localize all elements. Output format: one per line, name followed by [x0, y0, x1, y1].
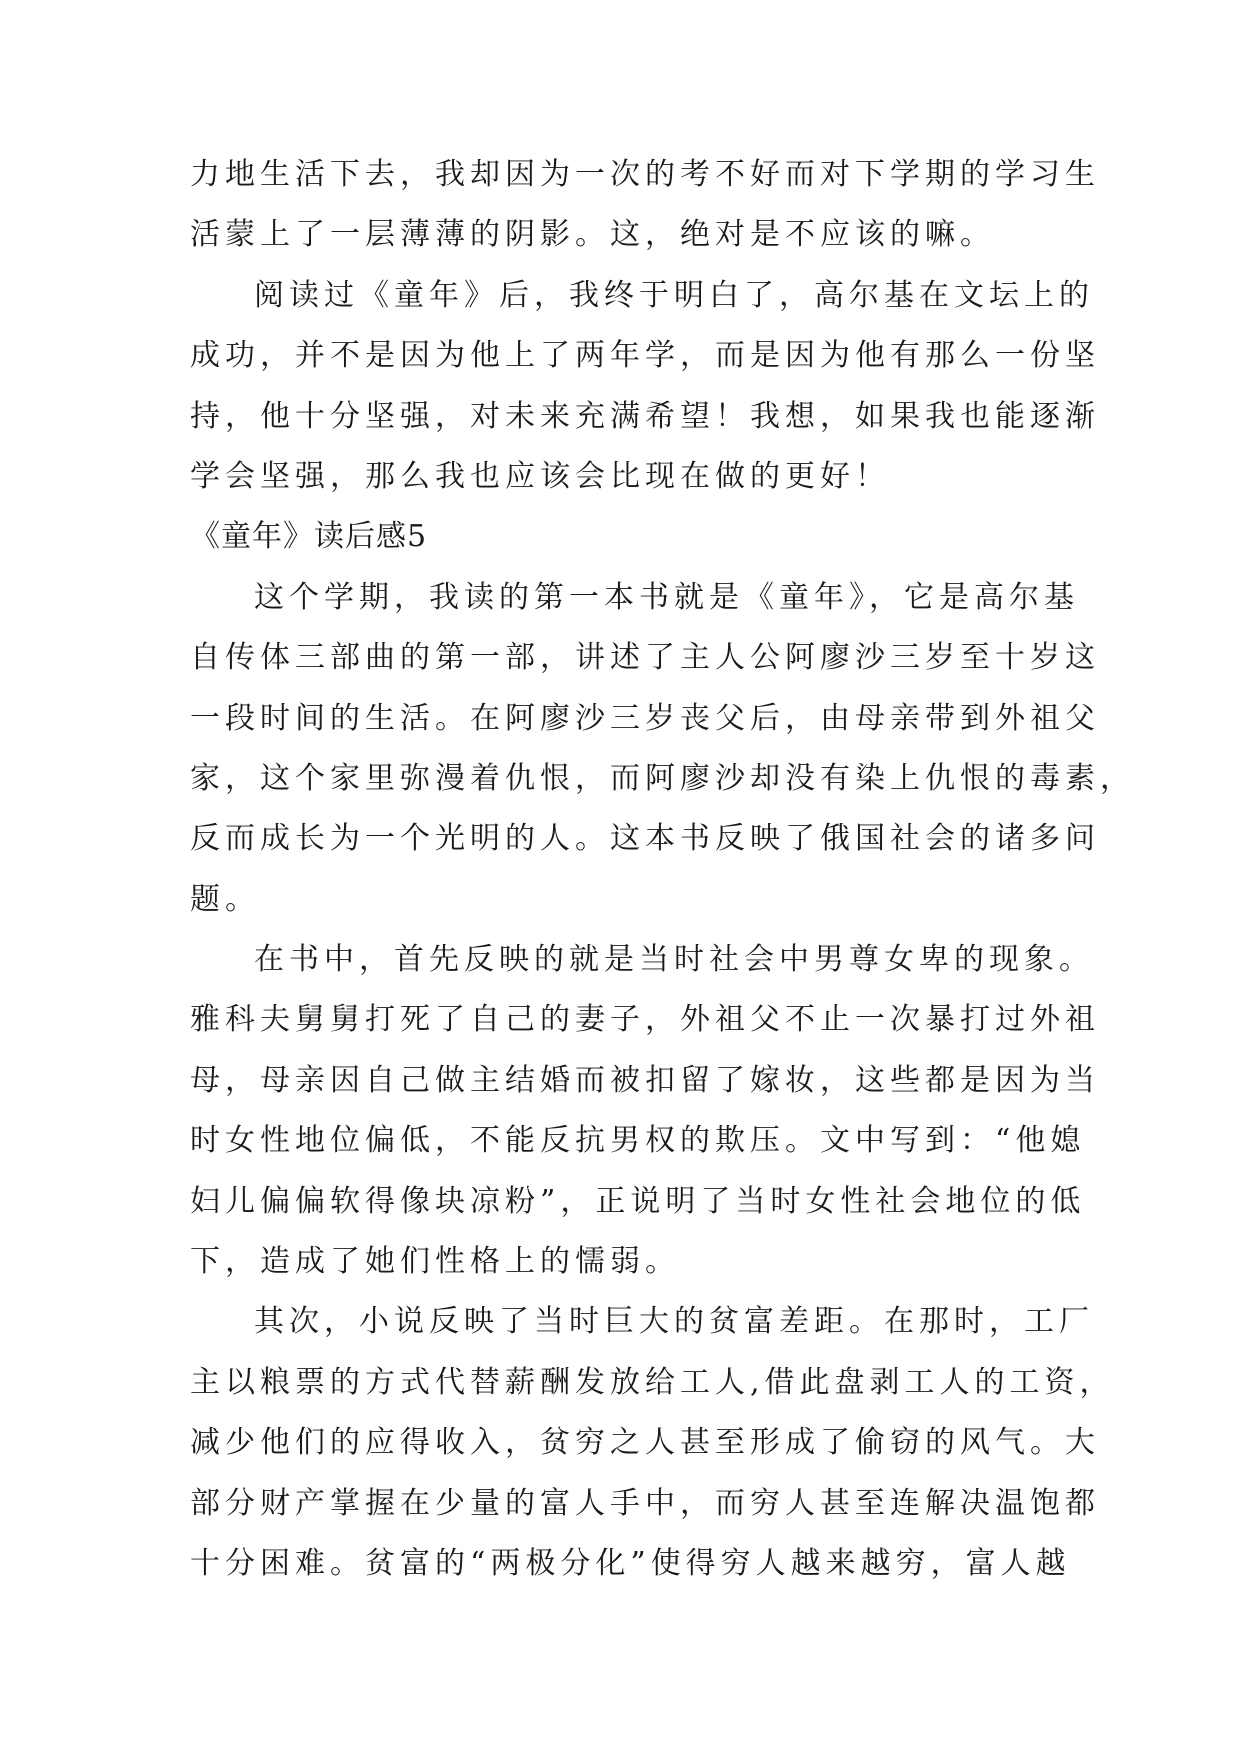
text-line: 部分财产掌握在少量的富人手中，而穷人甚至连解决温饱都 — [190, 1485, 1100, 1521]
text-line: 自传体三部曲的第一部，讲述了主人公阿廖沙三岁至十岁这 — [190, 640, 1100, 676]
text-line: 母，母亲因自己做主结婚而被扣留了嫁妆，这些都是因为当 — [190, 1062, 1100, 1098]
text-line: 一段时间的生活。在阿廖沙三岁丧父后，由母亲带到外祖父 — [190, 700, 1100, 736]
text-line: 阅读过《童年》后，我终于明白了，高尔基在文坛上的 — [254, 277, 1094, 313]
text-line: 这个学期，我读的第一本书就是《童年》，它是高尔基 — [254, 579, 1079, 615]
text-line: 题。 — [190, 881, 260, 917]
text-line: 时女性地位偏低，不能反抗男权的欺压。文中写到：“他媳 — [190, 1123, 1086, 1159]
section-heading: 《童年》读后感5 — [190, 519, 428, 555]
text-line: 力地生活下去，我却因为一次的考不好而对下学期的学习生 — [190, 157, 1100, 192]
text-line: 持，他十分坚强，对未来充满希望！我想，如果我也能逐渐 — [190, 398, 1100, 434]
text-line: 其次，小说反映了当时巨大的贫富差距。在那时，工厂 — [254, 1304, 1094, 1340]
text-line: 十分困难。贫富的“两极分化”使得穷人越来越穷，富人越 — [190, 1545, 1071, 1581]
text-line: 下，造成了她们性格上的懦弱。 — [190, 1244, 680, 1280]
text-line: 减少他们的应得收入，贫穷之人甚至形成了偷窃的风气。大 — [190, 1425, 1100, 1461]
text-line: 主以粮票的方式代替薪酬发放给工人,借此盘剥工人的工资， — [190, 1364, 1115, 1400]
text-line: 学会坚强，那么我也应该会比现在做的更好！ — [190, 458, 890, 494]
text-line: 成功，并不是因为他上了两年学，而是因为他有那么一份坚 — [190, 338, 1100, 374]
text-line: 家，这个家里弥漫着仇恨，而阿廖沙却没有染上仇恨的毒素， — [190, 760, 1135, 796]
text-line: 雅科夫舅舅打死了自己的妻子，外祖父不止一次暴打过外祖 — [190, 1002, 1100, 1038]
text-line: 活蒙上了一层薄薄的阴影。这，绝对是不应该的嘛。 — [190, 217, 995, 253]
document-body — [190, 157, 1135, 1609]
text-line: 反而成长为一个光明的人。这本书反映了俄国社会的诸多问 — [190, 821, 1100, 857]
text-line: 妇儿偏偏软得像块凉粉”，正说明了当时女性社会地位的低 — [190, 1183, 1086, 1219]
text-line: 在书中，首先反映的就是当时社会中男尊女卑的现象。 — [254, 942, 1094, 978]
